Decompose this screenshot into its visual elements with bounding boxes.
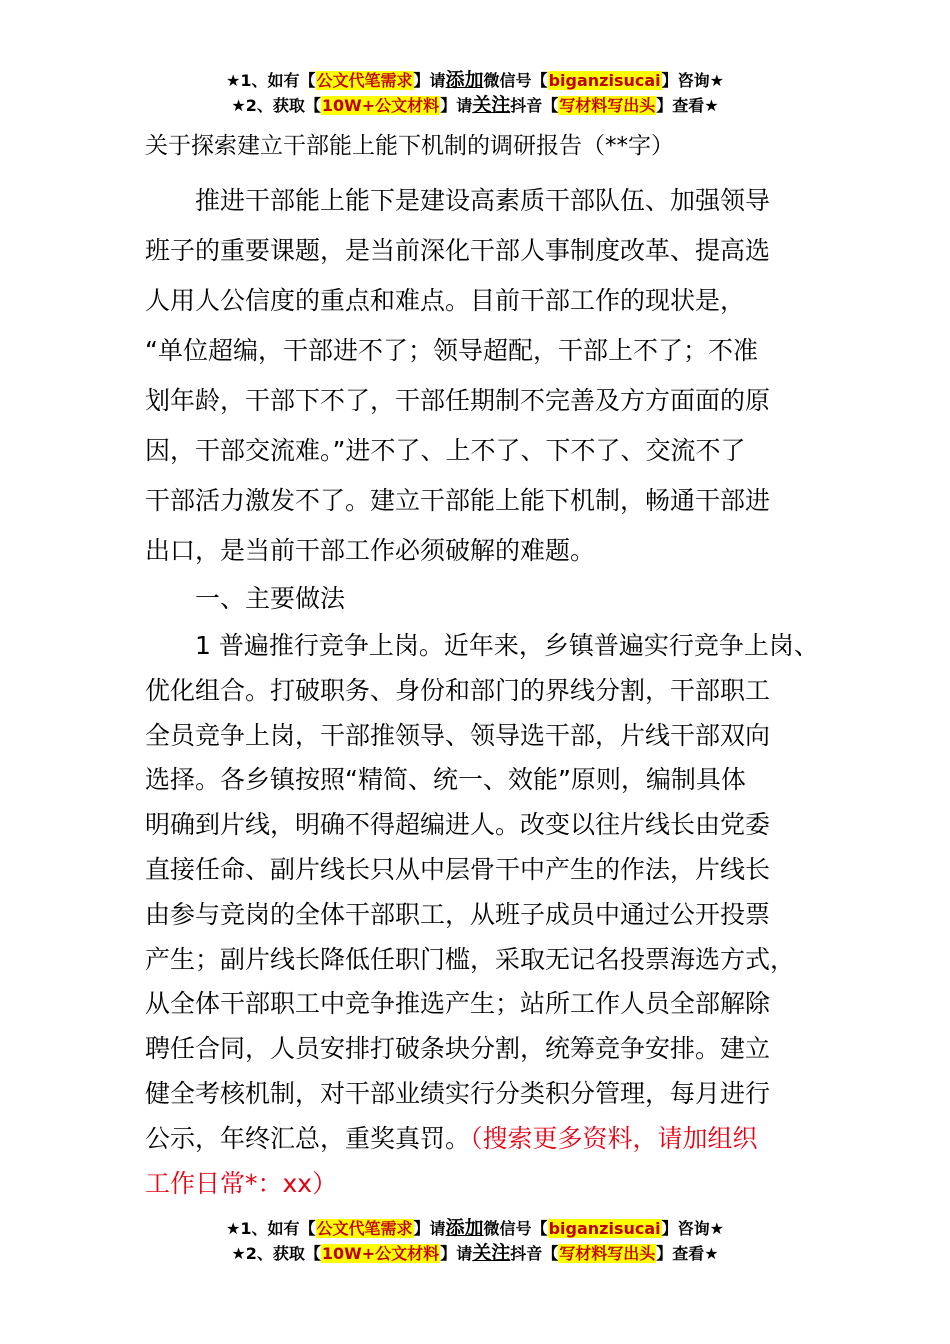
highlight-douyin-account: 写材料写出头 bbox=[559, 1244, 656, 1263]
highlight-writing-service: 公文代笔需求 bbox=[316, 71, 413, 90]
text-line: 优化组合。打破职务、身份和部门的界线分割，干部职工 bbox=[145, 675, 771, 705]
body-paragraph bbox=[145, 624, 820, 1206]
document-title: 关于探索建立干部能上能下机制的调研报告（**字） bbox=[145, 133, 674, 159]
text-line: 全员竞争上岗，干部推领导、领导选干部，片线干部双向 bbox=[145, 720, 771, 750]
text-line: 公示，年终汇总，重奖真罚。（搜索更多资料，请加组织 bbox=[145, 1123, 758, 1153]
highlight-writing-service: 公文代笔需求 bbox=[316, 1219, 413, 1238]
promo-note-continued: 工作日常*：xx） bbox=[145, 1168, 338, 1198]
top-banner bbox=[0, 68, 950, 118]
text-line: 人用人公信度的重点和难点。目前干部工作的现状是， bbox=[145, 286, 746, 315]
highlight-wechat-id: biganzisucai bbox=[548, 71, 661, 90]
text-line: 出口，是当前干部工作必须破解的难题。 bbox=[145, 536, 596, 565]
text-line: 产生；副片线长降低任职门槛，采取无记名投票海选方式， bbox=[145, 944, 796, 974]
text-line: 从全体干部职工中竞争推选产生；站所工作人员全部解除 bbox=[145, 989, 771, 1019]
text-line: 班子的重要课题，是当前深化干部人事制度改革、提高选 bbox=[145, 236, 771, 265]
text-line: 直接任命、副片线长只从中层骨干中产生的作法，片线长 bbox=[145, 854, 771, 884]
intro-paragraph bbox=[145, 176, 820, 576]
text-line: 干部活力激发不了。建立干部能上能下机制，畅通干部进 bbox=[145, 486, 771, 515]
section-heading: 一、主要做法 bbox=[195, 584, 346, 613]
highlight-materials: 10W+公文材料 bbox=[321, 1244, 440, 1263]
highlight-wechat-id: biganzisucai bbox=[548, 1219, 661, 1238]
text-line: 明确到片线，明确不得超编进人。改变以往片线长由党委 bbox=[145, 810, 771, 840]
text-line: 1 普遍推行竞争上岗。近年来，乡镇普遍实行竞争上岗、 bbox=[195, 631, 819, 660]
text-line: “单位超编，干部进不了；领导超配，干部上不了；不准 bbox=[145, 336, 758, 365]
banner-line-1: ★1、如有【公文代笔需求】请添加微信号【biganzisucai】咨询★ bbox=[226, 1217, 724, 1239]
banner-line-2: ★2、获取【10W+公文材料】请关注抖音【写材料写出头】查看★ bbox=[231, 94, 719, 116]
banner-line-2: ★2、获取【10W+公文材料】请关注抖音【写材料写出头】查看★ bbox=[231, 1242, 719, 1264]
text-line: 划年龄，干部下不了，干部任期制不完善及方方面面的原 bbox=[145, 386, 771, 415]
text-line: 因，干部交流难。”进不了、上不了、下不了、交流不了 bbox=[145, 436, 746, 465]
bottom-banner bbox=[0, 1216, 950, 1266]
text-line: 健全考核机制，对干部业绩实行分类积分管理，每月进行 bbox=[145, 1078, 771, 1108]
highlight-douyin-account: 写材料写出头 bbox=[559, 96, 656, 115]
banner-line-1: ★1、如有【公文代笔需求】请添加微信号【biganzisucai】咨询★ bbox=[226, 69, 724, 91]
text-line: 由参与竞岗的全体干部职工，从班子成员中通过公开投票 bbox=[145, 899, 771, 929]
text-line: 选择。各乡镇按照“精简、统一、效能”原则，编制具体 bbox=[145, 765, 746, 795]
highlight-materials: 10W+公文材料 bbox=[321, 96, 440, 115]
text-line: 聘任合同，人员安排打破条块分割，统筹竞争安排。建立 bbox=[145, 1034, 771, 1064]
text-line: 推进干部能上能下是建设高素质干部队伍、加强领导 bbox=[195, 186, 771, 215]
promo-note: （搜索更多资料，请加组织 bbox=[470, 1123, 758, 1153]
